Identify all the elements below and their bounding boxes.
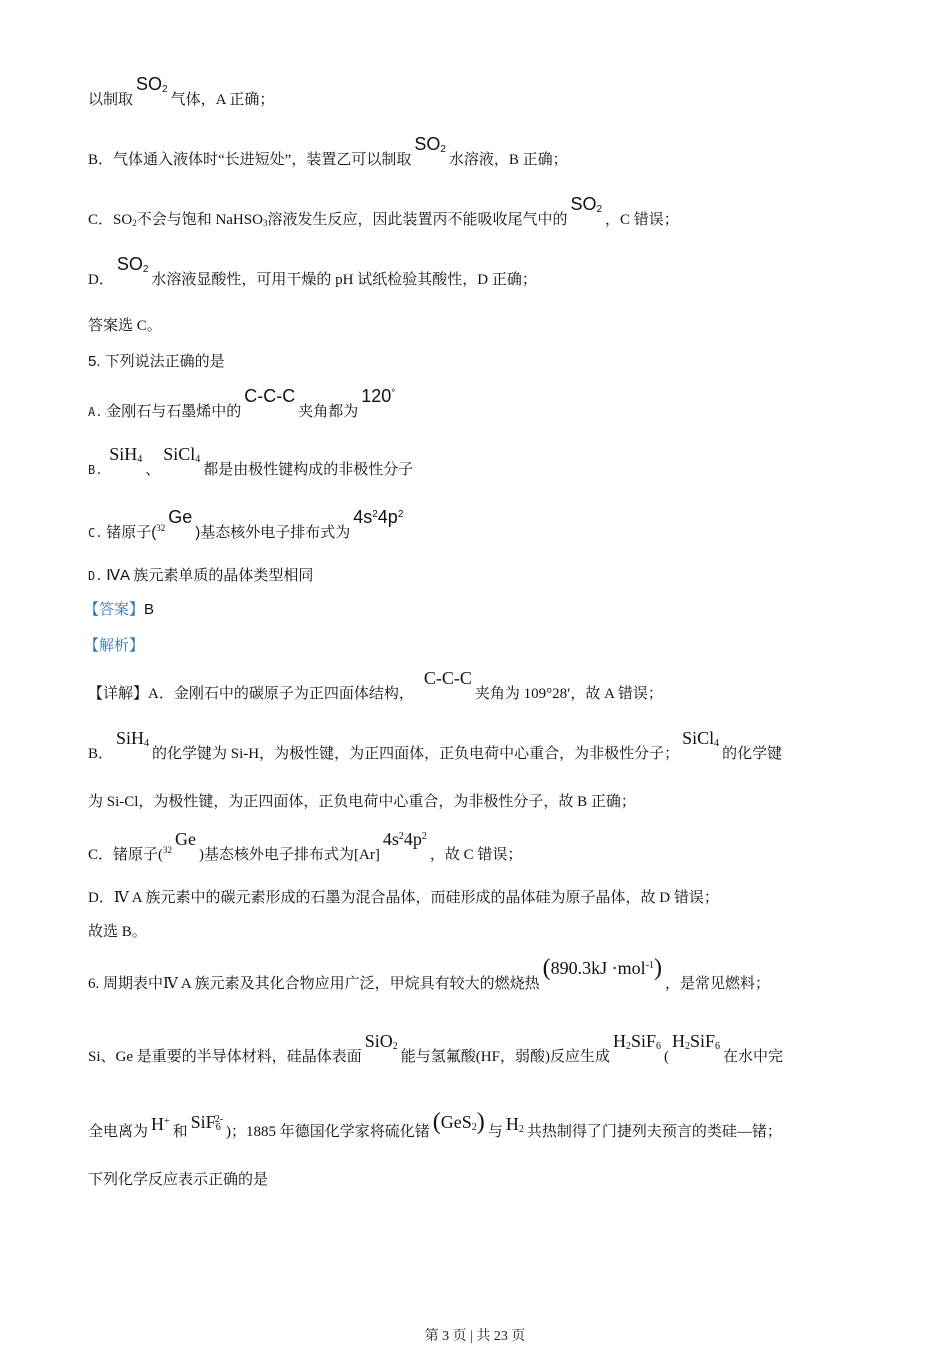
- subscript: 2: [142, 264, 149, 275]
- option-label: D.: [88, 569, 103, 583]
- text: )基态核外电子排布式为[Ar]: [199, 847, 380, 863]
- text: 5. 下列说法正确的是: [88, 353, 225, 370]
- formula-text: H: [505, 1114, 519, 1134]
- text: 水溶液，B 正确；: [448, 152, 568, 168]
- formula-ccc: C-C-C: [244, 386, 296, 406]
- analysis-row: [84, 636, 144, 656]
- answer-label: 【答案】: [84, 601, 145, 618]
- formula-sicl4: [682, 728, 719, 754]
- text: )基态核外电子排布式为: [195, 524, 351, 541]
- formula-h2: [506, 1114, 524, 1140]
- text: B．: [88, 746, 114, 762]
- text: 以制取: [88, 92, 134, 108]
- text: 的化学键为 Si-H，为极性键，为正四面体，正负电荷中心重合，为非极性分子；: [152, 746, 680, 762]
- subscript: 2: [392, 1041, 398, 1052]
- subscript: 6: [715, 1041, 721, 1052]
- text: 为 Si-Cl，为极性键，为正四面体，正负电荷中心重合，为非极性分子，故 B 正确；: [88, 794, 636, 810]
- option-label: B.: [88, 463, 103, 477]
- text: D．Ⅳ A 族元素中的碳元素形成的石墨为混合晶体，而硅形成的晶体硅为原子晶体，故 D 错误；: [88, 890, 719, 906]
- formula-text: SiCl: [163, 444, 196, 464]
- value: 890.3kJ ·mol: [550, 958, 646, 978]
- text: ⅣA 族元素单质的晶体类型相同: [106, 567, 314, 584]
- formula-so2: [136, 74, 168, 100]
- text: 和: [172, 1124, 188, 1140]
- question-6-line-2: [88, 1031, 784, 1071]
- superscript: 2: [397, 509, 404, 520]
- superscript: 2: [372, 509, 378, 520]
- text: 在水中完: [723, 1049, 784, 1065]
- text: 答案选 C。: [88, 318, 162, 334]
- analysis-label: 【解析】: [84, 637, 145, 654]
- formula-ges2: [433, 1111, 485, 1138]
- paren-open: (: [663, 1049, 669, 1065]
- text: 夹角为 109°28′，故 A 错误；: [474, 686, 663, 702]
- text-line: [88, 194, 679, 234]
- formula-text: SiF: [689, 1031, 716, 1051]
- text: 6. 周期表中Ⅳ A 族元素及其化合物应用广泛，甲烷具有较大的燃烧热: [88, 976, 540, 992]
- text: B．气体通入液体时“长进短处”，装置乙可以制取: [88, 152, 412, 168]
- formula-so2: [414, 134, 446, 160]
- formula-sih4: [109, 444, 142, 470]
- text: 溶液发生反应，因此装置丙不能吸收尾气中的: [267, 212, 568, 228]
- text: 下列化学反应表示正确的是: [88, 1172, 269, 1188]
- subscript: 2: [440, 144, 446, 155]
- heat-of-combustion: [542, 955, 663, 981]
- text: ，故 C 错误；: [429, 847, 523, 863]
- text-line: [88, 74, 275, 114]
- answer-value: B: [144, 601, 155, 618]
- text: 共热制得了门捷列夫预言的类硅—锗；: [526, 1124, 782, 1140]
- subscript: 2: [518, 1124, 524, 1135]
- charge: 2-: [214, 1114, 224, 1125]
- formula-text: SiH: [109, 444, 138, 464]
- angle-value: [361, 384, 395, 406]
- text: C．锗原子(: [88, 847, 164, 863]
- text: 全电离为: [88, 1124, 149, 1140]
- text: 不会与饱和 NaHSO: [136, 212, 263, 228]
- question-6-line-1: [88, 955, 771, 994]
- formula-text: H: [151, 1114, 165, 1134]
- option-c: [88, 507, 406, 543]
- formula-text: SO: [414, 134, 441, 154]
- text: D．: [88, 272, 114, 288]
- text: 能与氢氟酸(HF，弱酸)反应生成: [400, 1049, 610, 1065]
- option-a: [88, 386, 398, 422]
- text: 的化学键: [722, 746, 783, 762]
- question-5-stem: [88, 352, 225, 372]
- text: ，是常见燃料；: [665, 976, 771, 992]
- formula-so2: [117, 254, 149, 280]
- text: Si、Ge 是重要的半导体材料，硅晶体表面: [88, 1049, 362, 1065]
- formula-sicl4: [163, 444, 200, 470]
- orbital: 4s: [382, 829, 399, 849]
- detail-b-cont: [88, 792, 636, 812]
- text: 都是由极性键构成的非极性分子: [203, 461, 414, 478]
- electron-config: [383, 827, 427, 849]
- paren-close: ): [476, 1109, 485, 1135]
- option-d: [88, 566, 313, 586]
- element-ge: Ge: [175, 829, 197, 849]
- text: ，C 错误；: [605, 212, 679, 228]
- subscript: 4: [137, 454, 143, 465]
- formula-h-plus: [151, 1112, 170, 1134]
- electron-config: [353, 505, 403, 527]
- option-label: C.: [88, 526, 103, 540]
- superscript: -1: [645, 960, 655, 971]
- option-label: A.: [88, 405, 103, 419]
- degree-sign: °: [391, 388, 396, 399]
- text: 故选 B。: [88, 924, 147, 940]
- subscript: 4: [144, 738, 150, 749]
- formula-text: SiH: [116, 728, 145, 748]
- atomic-number: 32: [156, 523, 166, 533]
- formula-ccc: C-C-C: [423, 668, 472, 688]
- element-ge: Ge: [168, 507, 193, 527]
- text: 锗原子(: [106, 524, 157, 541]
- formula-so2: [570, 194, 602, 220]
- atomic-number: 32: [163, 845, 173, 855]
- formula-text: SiF: [630, 1031, 656, 1051]
- formula-h2sif6: [672, 1031, 720, 1057]
- text: 夹角都为: [298, 403, 359, 420]
- text: C．SO: [88, 212, 133, 228]
- formula-text: SiCl: [682, 728, 715, 748]
- text: 气体，A 正确；: [170, 92, 275, 108]
- formula-sio2: [365, 1031, 398, 1057]
- text: 与: [487, 1124, 503, 1140]
- formula-text: SO: [570, 194, 597, 214]
- subscript: 2: [471, 1122, 477, 1133]
- formula-text: SiO: [364, 1031, 393, 1051]
- formula-sih4: [116, 728, 149, 754]
- subscript: 2: [132, 218, 137, 228]
- option-b: [88, 444, 414, 484]
- formula-h2sif6: [613, 1031, 661, 1057]
- subscript: 2: [596, 204, 603, 215]
- detail-c: [88, 829, 523, 865]
- superscript: +: [164, 1116, 170, 1127]
- question-6-line-3: [88, 1109, 782, 1146]
- text: )；1885 年德国化学家将硫化锗: [226, 1124, 430, 1140]
- formula-text: H: [671, 1031, 685, 1051]
- superscript: 2: [398, 831, 404, 842]
- orbital: 4p: [377, 507, 398, 527]
- text: 金刚石与石墨烯中的: [106, 403, 242, 420]
- detail-a: [88, 668, 663, 704]
- subscript: 2: [625, 1041, 631, 1052]
- formula-text: SiF: [190, 1112, 216, 1132]
- detail-d: [88, 888, 719, 908]
- formula-sif6: [191, 1110, 223, 1138]
- question-6-line-4: [88, 1170, 268, 1190]
- formula-text: SO: [136, 74, 163, 94]
- paren-open: (: [542, 955, 551, 981]
- subscript: 6: [655, 1041, 661, 1052]
- subscript: 4: [714, 738, 720, 749]
- page-footer: [0, 1325, 950, 1345]
- orbital: 4p: [403, 829, 422, 849]
- superscript: 2: [421, 831, 427, 842]
- answer-line: [88, 316, 162, 336]
- separator: 、: [145, 461, 161, 478]
- subscript: 6: [215, 1122, 221, 1133]
- subscript: 4: [195, 454, 201, 465]
- orbital: 4s: [353, 507, 373, 527]
- detail-b: [88, 728, 783, 768]
- subscript: 2: [684, 1041, 690, 1052]
- formula-text: H: [612, 1031, 626, 1051]
- page-number: 第 3 页 | 共 23 页: [424, 1329, 526, 1344]
- text: 水溶液显酸性，可用干燥的 pH 试纸检验其酸性，D 正确；: [151, 272, 537, 288]
- detail-conclusion: [88, 922, 147, 942]
- angle-number: 120: [361, 386, 392, 406]
- text: 【详解】A．金刚石中的碳原子为正四面体结构，: [88, 686, 414, 702]
- answer-row: [84, 600, 154, 620]
- formula-text: GeS: [440, 1112, 472, 1132]
- text-line: [88, 254, 537, 294]
- subscript: 2: [162, 84, 168, 95]
- subscript: 3: [262, 218, 268, 228]
- paren-close: ): [654, 955, 663, 981]
- text-line: [88, 134, 568, 174]
- paren-open: (: [432, 1109, 441, 1135]
- formula-text: SO: [116, 254, 143, 274]
